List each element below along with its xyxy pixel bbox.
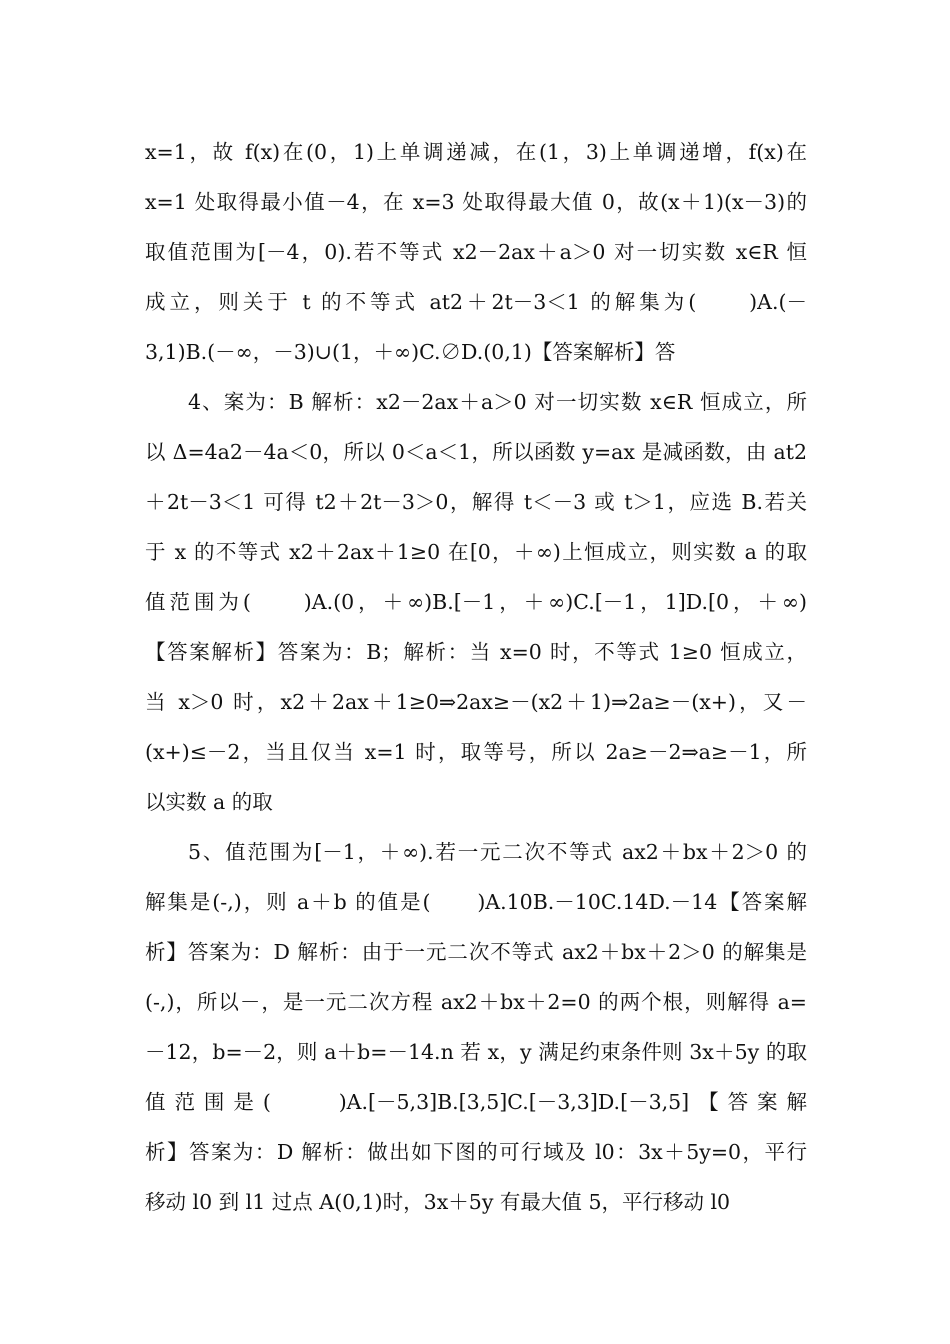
text-line: 【答案解析】答案为：B；解析：当 x=0 时，不等式 1≥0 恒成立， — [145, 640, 807, 664]
text-line: 值范围是( )A.[－5,3]B.[3,5]C.[－3,3]D.[－3,5]【答案解 — [145, 1090, 807, 1114]
text-line: 成立，则关于 t 的不等式 at2＋2t－3＜1 的解集为( )A.(－ — [145, 290, 807, 314]
text-line: 于 x 的不等式 x2＋2ax＋1≥0 在[0，＋∞)上恒成立，则实数 a 的取 — [145, 540, 807, 564]
paragraph-first-line: 5、值范围为[－1，＋∞).若一元二次不等式 ax2＋bx＋2＞0 的 — [188, 840, 807, 864]
text-line: 3,1)B.(－∞，－3)∪(1，＋∞)C.∅D.(0,1)【答案解析】答 — [145, 340, 676, 364]
text-line: 值范围为( )A.(0，＋∞)B.[－1，＋∞)C.[－1，1]D.[0，＋∞) — [145, 590, 807, 614]
text-line: 析】答案为：D 解析：做出如下图的可行域及 l0：3x＋5y=0，平行 — [145, 1140, 807, 1164]
text-line: (x+)≤－2，当且仅当 x=1 时，取等号，所以 2a≥－2⇒a≥－1，所 — [145, 740, 807, 764]
paragraph-first-line: 4、案为：B 解析：x2－2ax＋a＞0 对一切实数 x∈R 恒成立，所 — [188, 390, 807, 414]
text-line: x=1，故 f(x)在(0，1)上单调递减，在(1，3)上单调递增，f(x)在 — [145, 140, 807, 164]
text-line: 以 Δ=4a2－4a＜0，所以 0＜a＜1，所以函数 y=ax 是减函数，由 at2 — [145, 440, 807, 464]
text-line: －12，b=－2，则 a＋b=－14.n 若 x，y 满足约束条件则 3x＋5y 的取 — [145, 1040, 807, 1064]
text-line: 当 x＞0 时，x2＋2ax＋1≥0⇒2ax≥－(x2＋1)⇒2a≥－(x+)，又－ — [145, 690, 807, 714]
text-line: 析】答案为：D 解析：由于一元二次不等式 ax2＋bx＋2＞0 的解集是 — [145, 940, 807, 964]
text-line: (-,)，所以－，是一元二次方程 ax2＋bx＋2=0 的两个根，则解得 a= — [145, 990, 807, 1014]
text-line: ＋2t－3＜1 可得 t2＋2t－3＞0，解得 t＜－3 或 t＞1，应选 B.若关 — [145, 490, 807, 514]
text-line: 移动 l0 到 l1 过点 A(0,1)时，3x＋5y 有最大值 5，平行移动 l0 — [145, 1190, 731, 1214]
text-line: 以实数 a 的取 — [145, 790, 273, 814]
text-line: 解集是(-,)，则 a＋b 的值是( )A.10B.－10C.14D.－14【答案解 — [145, 890, 807, 914]
text-line: x=1 处取得最小值－4，在 x=3 处取得最大值 0，故(x＋1)(x－3)的 — [145, 190, 807, 214]
text-line: 取值范围为[－4，0).若不等式 x2－2ax＋a＞0 对一切实数 x∈R 恒 — [145, 240, 807, 264]
